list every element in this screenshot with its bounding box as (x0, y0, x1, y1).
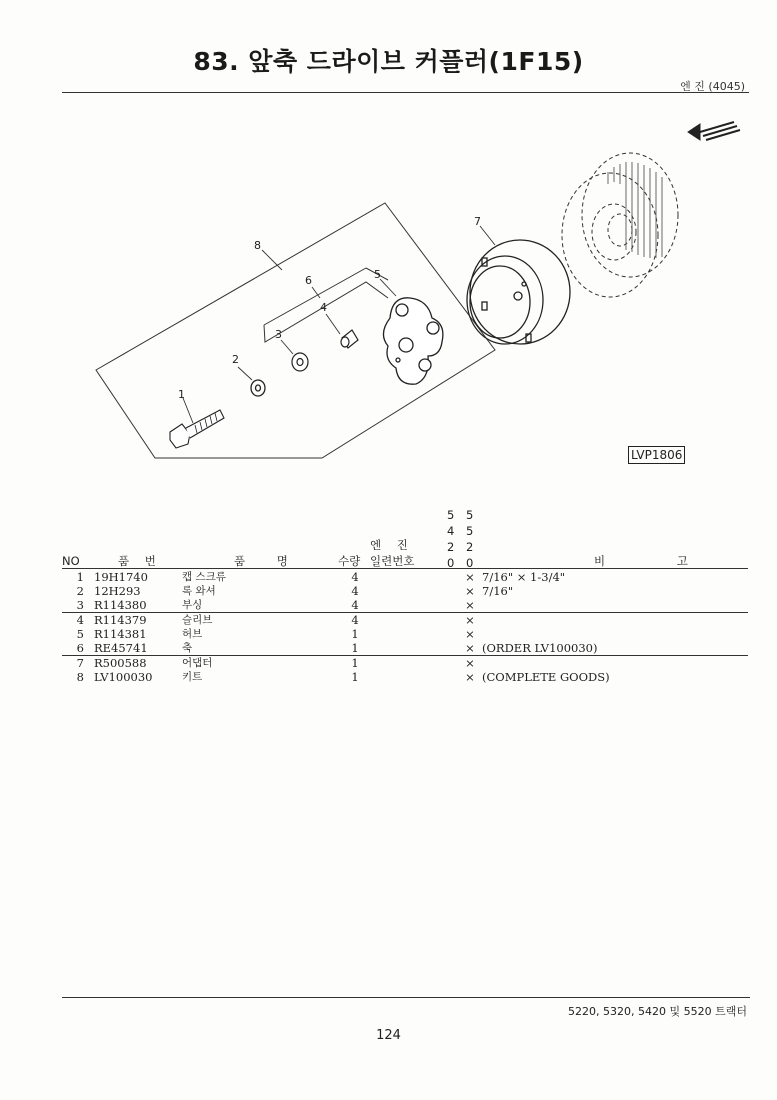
header-rule (62, 92, 749, 93)
model-digit: 5 (466, 508, 474, 522)
callout-6: 6 (305, 274, 312, 287)
callout-4: 4 (320, 301, 327, 314)
engine-serial-header: 엔 진 (370, 538, 414, 552)
page-title: 83. 앞축 드라이브 커플러(1F15) (193, 47, 584, 76)
footer-rule (62, 997, 750, 998)
sleeve-part (341, 330, 358, 348)
callout-8: 8 (254, 239, 261, 252)
bushing-part (292, 353, 308, 371)
callout-3: 3 (275, 328, 282, 341)
model-digit: 0 (447, 556, 455, 570)
callout-5: 5 (374, 268, 381, 281)
header-no: NO (62, 554, 80, 568)
header-quantity: 수량 (338, 554, 361, 568)
table-header-rule (62, 568, 748, 569)
model-digit: 5 (447, 508, 455, 522)
callout-1: 1 (178, 388, 185, 401)
figure-code: LVP1806 (628, 446, 685, 464)
header-serial-number: 일련번호 (370, 554, 415, 568)
header-part-name: 품 명 (234, 554, 302, 568)
group-rule (62, 612, 748, 613)
group-rule (62, 655, 748, 656)
adapter-part (467, 240, 570, 344)
direction-arrow-icon (688, 122, 740, 140)
lock-washer-part (251, 380, 265, 396)
callout-7: 7 (474, 215, 481, 228)
header-remarks: 비 고 (594, 554, 722, 568)
footer-model-list: 5220, 5320, 5420 및 5520 트랙터 (568, 1005, 747, 1018)
hub-part (383, 298, 442, 384)
callout-2: 2 (232, 353, 239, 366)
flywheel-teeth (608, 162, 662, 258)
model-digit: 5 (466, 524, 474, 538)
model-digit: 0 (466, 556, 474, 570)
page-number: 124 (376, 1028, 401, 1043)
model-digit: 4 (447, 524, 455, 538)
header-part-number: 품 번 (118, 554, 162, 568)
section-label: 엔 진 (4045) (680, 80, 745, 93)
model-digit: 2 (466, 540, 474, 554)
cap-screw-part (170, 410, 224, 448)
parts-diagram (0, 100, 777, 470)
model-digit: 2 (447, 540, 455, 554)
